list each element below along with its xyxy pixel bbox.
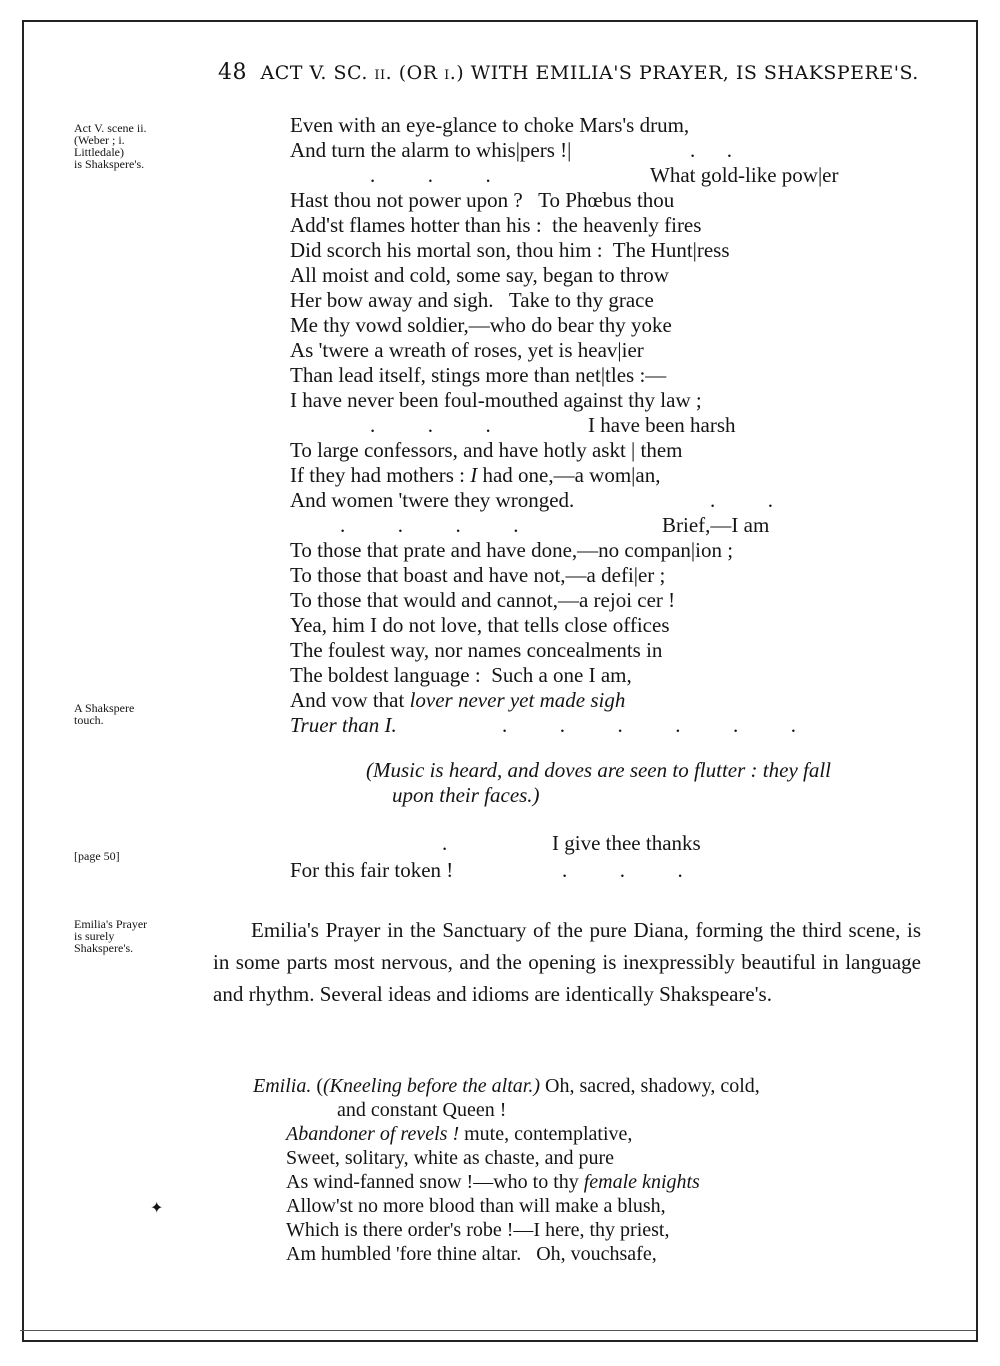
speech-line: Which is there order's robe !—I here, thy priest,	[286, 1219, 670, 1241]
ellipsis-dots: . . . . . .	[502, 713, 796, 737]
side-note-emilia-prayer	[74, 918, 147, 954]
margin-mark-icon: ✦	[150, 1198, 164, 1217]
ellipsis-dots: . . .	[370, 163, 491, 187]
verse-line	[290, 138, 733, 163]
speech-line: Sweet, solitary, white as chaste, and pure	[286, 1147, 615, 1169]
verse-line: All moist and cold, some say, began to throw	[290, 263, 669, 287]
emilia-speech	[253, 1074, 760, 1266]
verse-text: I give thee thanks	[552, 831, 701, 855]
ellipsis-dots: . . . .	[340, 513, 519, 537]
thanks-block	[290, 830, 701, 884]
side-note-line: (Weber ; i.	[74, 133, 125, 147]
speech-emphasis: female knights	[583, 1171, 700, 1193]
speech-line: and constant Queen !	[337, 1099, 507, 1121]
verse-line: Hast thou not power upon ? To Phœbus thou	[290, 188, 675, 212]
side-note-shakspere-touch	[74, 702, 134, 726]
header-title: ACT V. SC. ii. (OR i.) WITH EMILIA'S PRAYER, IS SHAKSPERE'S.	[260, 62, 919, 84]
verse-line: To those that would and cannot,—a rejoi cer !	[290, 588, 676, 612]
verse-line: To those that prate and have done,—no compan|ion ;	[290, 538, 734, 562]
side-note-line: Emilia's Prayer	[74, 917, 148, 931]
speaker-name: Emilia.	[253, 1075, 312, 1097]
side-note-line: is Shakspere's.	[74, 157, 145, 171]
verse-line	[290, 713, 796, 738]
verse-line: Yea, him I do not love, that tells close offices	[290, 613, 670, 637]
verse-line	[290, 463, 733, 488]
verse-line: As 'twere a wreath of roses, yet is heav|ier	[290, 338, 644, 362]
side-note-line: touch.	[74, 713, 104, 727]
verse-text: And vow that	[290, 688, 410, 712]
speech-text: Oh, sacred, shadowy, cold,	[540, 1075, 760, 1097]
speech-emphasis: Abandoner of revels !	[286, 1123, 460, 1145]
verse-line	[290, 688, 733, 713]
speech-line: Emilia. ((Kneeling before the altar.) Oh, sacred, shadowy, cold,	[253, 1075, 760, 1097]
verse-line	[290, 163, 839, 188]
verse-line: Her bow away and sigh. Take to thy grace	[290, 288, 654, 312]
stage-direction	[366, 758, 831, 808]
verse-text: For this fair token !	[290, 858, 454, 882]
verse-emphasis: Truer than I.	[290, 713, 397, 737]
stage-direction-line: upon their faces.)	[392, 783, 540, 807]
ellipsis-dots: . . .	[370, 413, 491, 437]
verse-block	[290, 113, 839, 738]
page-number: 48	[218, 60, 247, 85]
ellipsis-dots: . .	[690, 138, 732, 162]
verse-text: I have been harsh	[588, 413, 736, 437]
verse-text: And turn the alarm to whis|pers !|	[290, 138, 572, 162]
verse-line: The foulest way, nor names concealments in	[290, 638, 663, 662]
paragraph-text: Emilia's Prayer in the Sanctuary of the pure Diana, forming the third scene, is in some parts most nervous, and the opening is inexpressibly beautiful in language and rhythm. Several ideas and idioms are identically Shakspeare's.	[213, 918, 921, 1006]
verse-line: The boldest language : Such a one I am,	[290, 663, 632, 687]
verse-line: Than lead itself, stings more than net|tles :—	[290, 363, 667, 387]
ellipsis-dots: . .	[710, 488, 773, 512]
speech-text: mute, contemplative,	[459, 1123, 633, 1145]
verse-line	[290, 857, 683, 884]
verse-text: What gold-like pow|er	[650, 163, 839, 187]
verse-line: To large confessors, and have hotly askt | them	[290, 438, 683, 462]
bottom-rule	[20, 1330, 976, 1331]
verse-line: I have never been foul-mouthed against thy law ;	[290, 388, 702, 412]
verse-text: had one,—a wom|an,	[477, 463, 661, 487]
speech-line: Am humbled 'fore thine altar. Oh, vouchsafe,	[286, 1243, 657, 1265]
verse-line: Did scorch his mortal son, thou him : The Hunt|ress	[290, 238, 730, 262]
verse-emphasis: lover never yet made sigh	[409, 688, 626, 712]
side-note-line: Shakspere's.	[74, 941, 134, 955]
verse-line: Me thy vowd soldier,—who do bear thy yoke	[290, 313, 672, 337]
verse-text: Brief,—I am	[662, 513, 770, 537]
running-header	[218, 60, 919, 85]
side-note-page-ref: [page 50]	[74, 849, 120, 863]
side-note-act-scene	[74, 122, 147, 170]
side-note-line: A Shakspere	[74, 701, 135, 715]
speech-text: As wind-fanned snow !—who to thy	[286, 1171, 584, 1193]
verse-line: To those that boast and have not,—a defi|er ;	[290, 563, 666, 587]
verse-line	[290, 513, 770, 538]
stage-direction-line: (Music is heard, and doves are seen to flutter : they fall	[366, 758, 832, 782]
verse-line	[290, 830, 701, 857]
ellipsis-dots: . . .	[562, 858, 683, 882]
side-note-line: Act V. scene ii.	[74, 121, 147, 135]
speech-direction: (Kneeling before the altar.)	[323, 1075, 541, 1097]
verse-text: And women 'twere they wronged.	[290, 488, 575, 512]
ellipsis-dots: .	[442, 831, 448, 855]
speech-line: Allow'st no more blood than will make a blush,	[286, 1195, 666, 1217]
side-note-line: is surely	[74, 929, 115, 943]
verse-line: Add'st flames hotter than his : the heavenly fires	[290, 213, 702, 237]
verse-text: If they had mothers :	[290, 463, 471, 487]
speech-line	[253, 1170, 760, 1194]
verse-line: Even with an eye-glance to choke Mars's drum,	[290, 113, 690, 137]
side-note-line: Littledale)	[74, 145, 124, 159]
speech-line	[253, 1122, 760, 1146]
verse-line	[290, 413, 736, 438]
verse-line	[290, 488, 773, 513]
verse-emphasis: I	[470, 463, 478, 487]
commentary-paragraph	[213, 914, 921, 1010]
